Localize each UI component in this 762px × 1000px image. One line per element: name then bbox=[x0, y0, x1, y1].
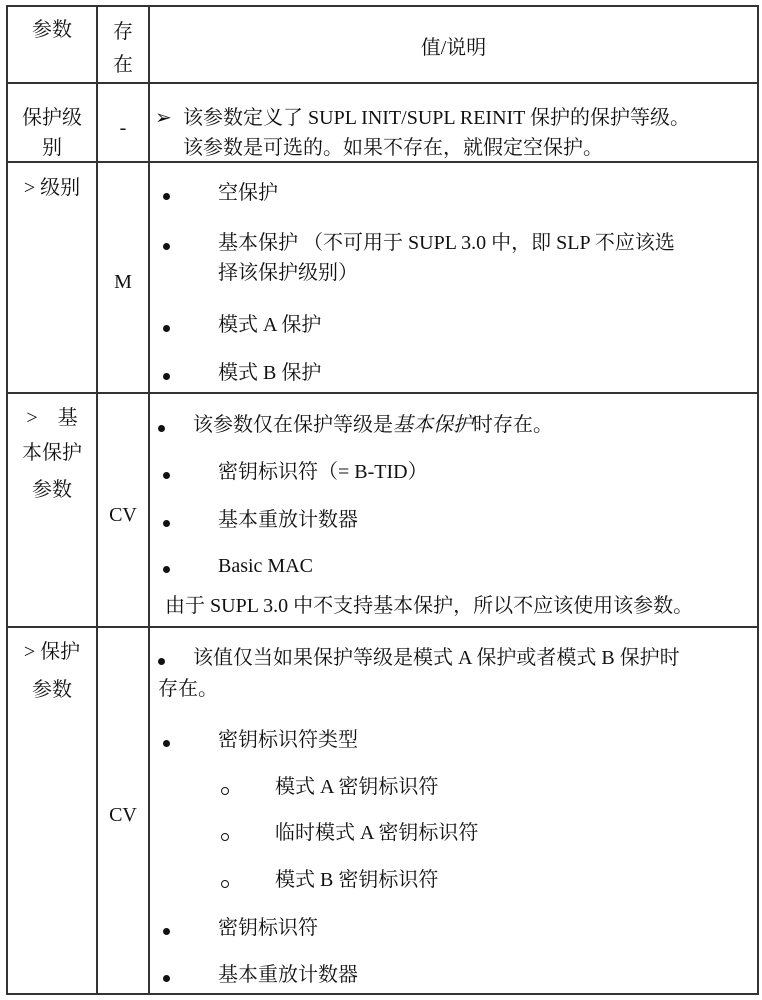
bullet-icon bbox=[158, 658, 165, 665]
table-border-top bbox=[6, 5, 759, 7]
list-item: 基本重放计数器 bbox=[218, 508, 358, 532]
row-divider bbox=[6, 626, 759, 628]
presence: CV bbox=[98, 503, 148, 527]
list-item: 密钥标识符类型 bbox=[218, 728, 358, 752]
param-name: 保护级 bbox=[8, 106, 96, 130]
table-border-right bbox=[757, 5, 759, 995]
note-line: 由于 SUPL 3.0 中不支持基本保护，所以不应该使用该参数。 bbox=[165, 594, 693, 618]
param-name: 参数 bbox=[8, 678, 96, 702]
emphasis-text: 基本保护 bbox=[393, 414, 473, 436]
presence: CV bbox=[98, 803, 148, 827]
column-divider bbox=[96, 5, 98, 995]
param-name: > 基 bbox=[8, 406, 96, 430]
sub-list-item: 模式 B 密钥标识符 bbox=[275, 868, 438, 892]
bullet-icon bbox=[163, 566, 170, 573]
presence: M bbox=[98, 270, 148, 294]
header-exist: 在 bbox=[98, 53, 148, 77]
param-name: 参数 bbox=[8, 478, 96, 502]
bullet-icon bbox=[163, 928, 170, 935]
list-item: 择该保护级别） bbox=[218, 261, 358, 285]
text-segment: 时存在。 bbox=[473, 414, 553, 436]
circle-bullet-icon bbox=[221, 787, 229, 795]
list-item: Basic MAC bbox=[218, 554, 313, 578]
column-divider bbox=[148, 5, 150, 995]
presence: - bbox=[98, 116, 148, 140]
bullet-icon bbox=[163, 520, 170, 527]
list-item: 基本重放计数器 bbox=[218, 963, 358, 987]
description-line: 该参数是可选的。如果不存在，就假定空保护。 bbox=[183, 136, 603, 160]
circle-bullet-icon bbox=[221, 880, 229, 888]
description-line: 该值仅当如果保护等级是模式 A 保护或者模式 B 保护时 bbox=[193, 646, 680, 670]
text-segment: 该参数仅在保护等级是 bbox=[193, 414, 393, 436]
description-line bbox=[193, 413, 553, 437]
header-value: 值/说明 bbox=[150, 36, 757, 60]
param-name: 别 bbox=[8, 136, 96, 160]
param-name: > 级别 bbox=[8, 176, 96, 200]
header-exist: 存 bbox=[98, 20, 148, 44]
bullet-icon bbox=[163, 472, 170, 479]
list-item: 模式 B 保护 bbox=[218, 361, 321, 385]
description-line: 存在。 bbox=[158, 677, 218, 701]
arrow-bullet-icon: ➢ bbox=[155, 106, 172, 130]
list-item: 空保护 bbox=[218, 181, 278, 205]
param-name: > 保护 bbox=[8, 640, 96, 664]
bullet-icon bbox=[163, 193, 170, 200]
row-divider bbox=[6, 161, 759, 163]
description-line: 该参数定义了 SUPL INIT/SUPL REINIT 保护的保护等级。 bbox=[183, 106, 690, 130]
sub-list-item: 模式 A 密钥标识符 bbox=[275, 775, 438, 799]
sub-list-item: 临时模式 A 密钥标识符 bbox=[275, 821, 478, 845]
bullet-icon bbox=[163, 243, 170, 250]
list-item: 基本保护 （不可用于 SUPL 3.0 中，即 SLP 不应该选 bbox=[218, 231, 675, 255]
list-item: 密钥标识符（= B-TID） bbox=[218, 460, 428, 484]
table-border-bottom bbox=[6, 993, 759, 995]
bullet-icon bbox=[163, 325, 170, 332]
param-name: 本保护 bbox=[8, 441, 96, 465]
bullet-icon bbox=[158, 425, 165, 432]
row-divider bbox=[6, 82, 759, 84]
bullet-icon bbox=[163, 373, 170, 380]
row-divider bbox=[6, 392, 759, 394]
bullet-icon bbox=[163, 975, 170, 982]
circle-bullet-icon bbox=[221, 833, 229, 841]
list-item: 密钥标识符 bbox=[218, 916, 318, 940]
header-param: 参数 bbox=[8, 18, 96, 42]
list-item: 模式 A 保护 bbox=[218, 313, 321, 337]
bullet-icon bbox=[163, 740, 170, 747]
